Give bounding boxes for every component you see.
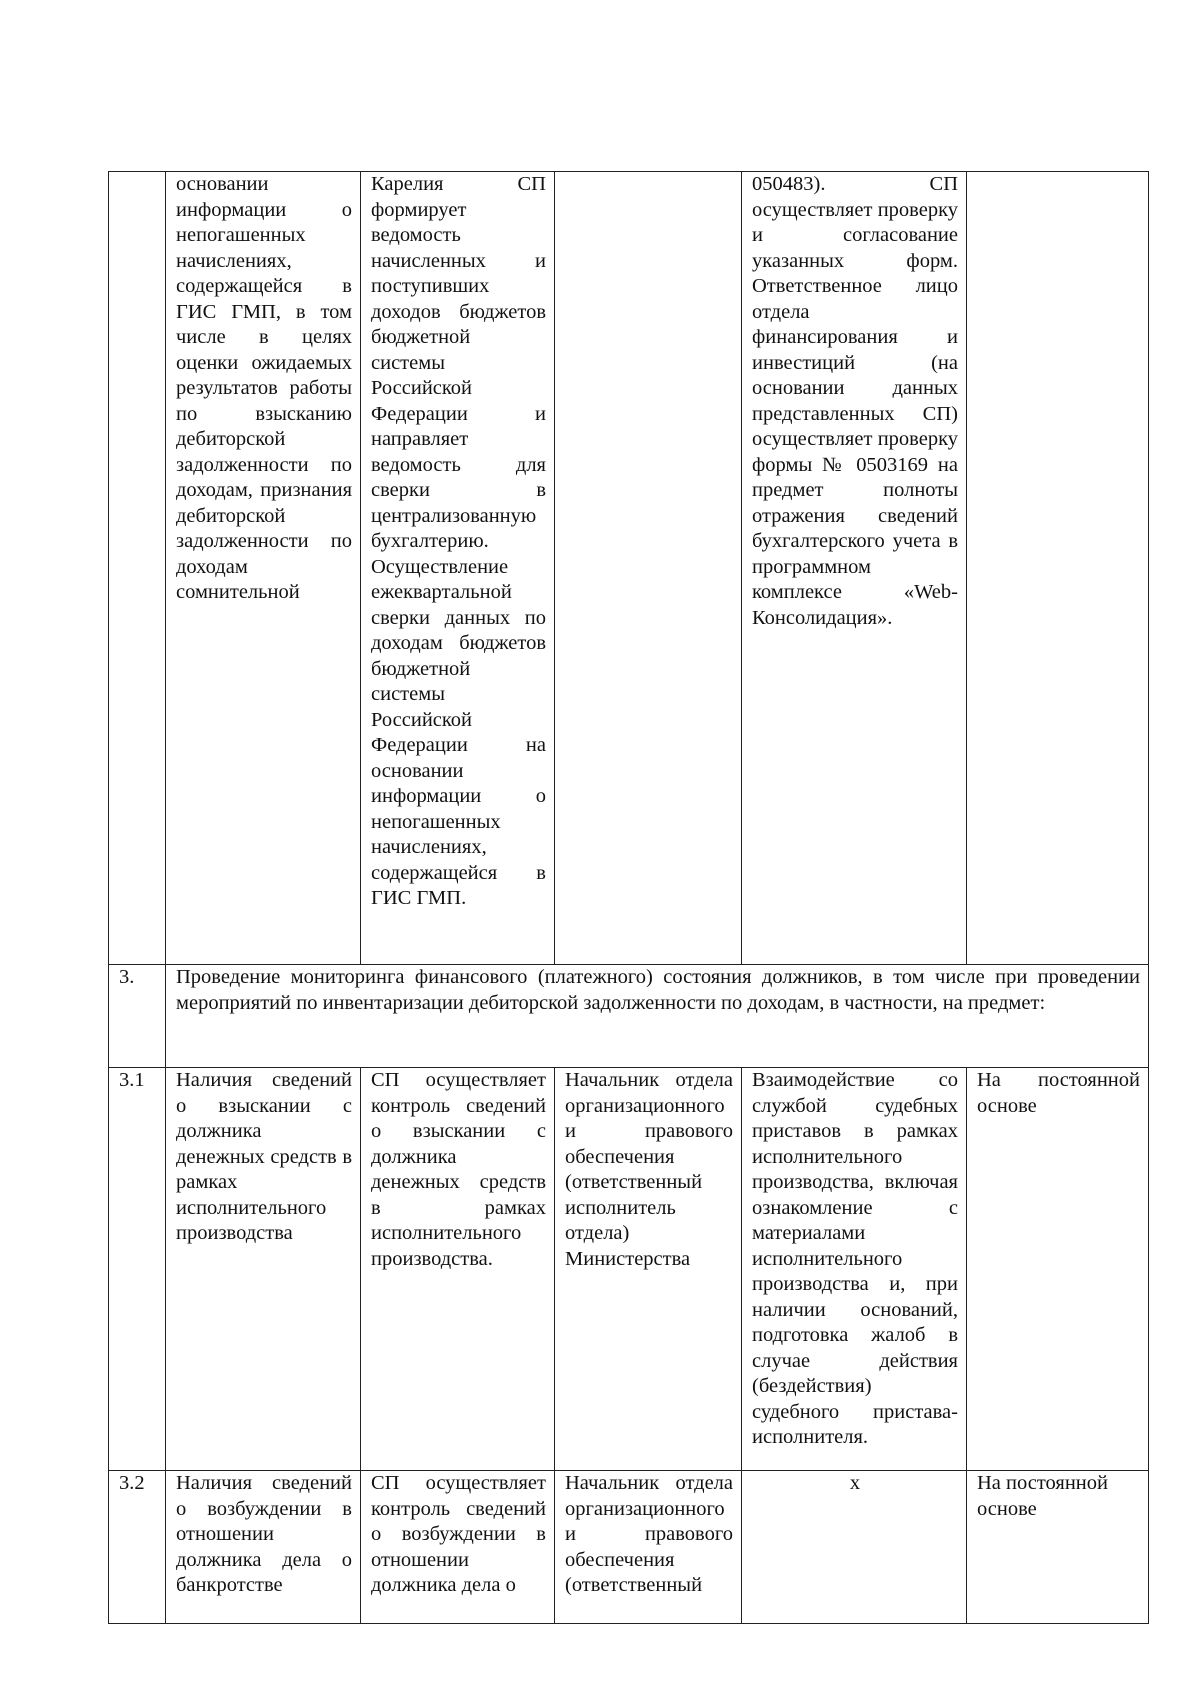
cell-action: СП осуществляет контроль сведений о взыскании с должника денежных средств в рамках исполнительного производства. — [361, 1068, 555, 1471]
table-row-section-3 — [109, 965, 1149, 1068]
cell-action: СП осуществляет контроль сведений о возбуждении в отношении должника дела о — [361, 1471, 555, 1624]
cell-number — [109, 172, 166, 965]
section-number: 3. — [109, 965, 166, 1068]
section-title: Проведение мониторинга финансового (платежного) состояния должников, в том числе при проведении мероприятий по инвентаризации дебиторской задолженности по доходам, в частности, на предмет: — [166, 965, 1149, 1068]
cell-deadline: На постоянной основе — [967, 1471, 1149, 1624]
table-row-continuation — [109, 172, 1149, 965]
cell-responsible: Начальник отдела организационного и правового обеспечения (ответственный — [555, 1471, 742, 1624]
table-row-3-2 — [109, 1471, 1149, 1624]
cell-interaction: Взаимодействие со службой судебных приставов в рамках исполнительного производства, включая ознакомление с материалами исполнительного производства и, при наличии оснований, подготовка жалоб в случае действия (бездействия) судебного пристава-исполнителя. — [742, 1068, 967, 1471]
cell-measure: Наличия сведений о взыскании с должника денежных средств в рамках исполнительного производства — [166, 1068, 361, 1471]
cell-interaction: х — [742, 1471, 967, 1624]
row-number: 3.1 — [109, 1068, 166, 1471]
table-row-3-1 — [109, 1068, 1149, 1471]
row-number: 3.2 — [109, 1471, 166, 1624]
cell-deadline — [967, 172, 1149, 965]
measures-table — [108, 171, 1149, 1624]
cell-measure: основании информации о непогашенных начислениях, содержащейся в ГИС ГМП, в том числе в целях оценки ожидаемых результатов работы по взысканию дебиторской задолженности по доходам, признания дебиторской задолженности по доходам сомнительной — [166, 172, 361, 965]
cell-measure: Наличия сведений о возбуждении в отношении должника дела о банкротстве — [166, 1471, 361, 1624]
cell-responsible — [555, 172, 742, 965]
cell-interaction: 050483). СП осуществляет проверку и согласование указанных форм. Ответственное лицо отдела финансирования и инвестиций (на основании данных представленных СП) осуществляет проверку формы № 0503169 на предмет полноты отражения сведений бухгалтерского учета в программном комплексе «Web-Консолидация». — [742, 172, 967, 965]
cell-action: Карелия СП формирует ведомость начисленных и поступивших доходов бюджетов бюджетной системы Российской Федерации и направляет ведомость для сверки в централизованную бухгалтерию. Осуществление ежеквартальной сверки данных по доходам бюджетов бюджетной системы Российской Федерации на основании информации о непогашенных начислениях, содержащейся в ГИС ГМП. — [361, 172, 555, 965]
cell-deadline: На постоянной основе — [967, 1068, 1149, 1471]
cell-responsible: Начальник отдела организационного и правового обеспечения (ответственный исполнитель отдела) Министерства — [555, 1068, 742, 1471]
